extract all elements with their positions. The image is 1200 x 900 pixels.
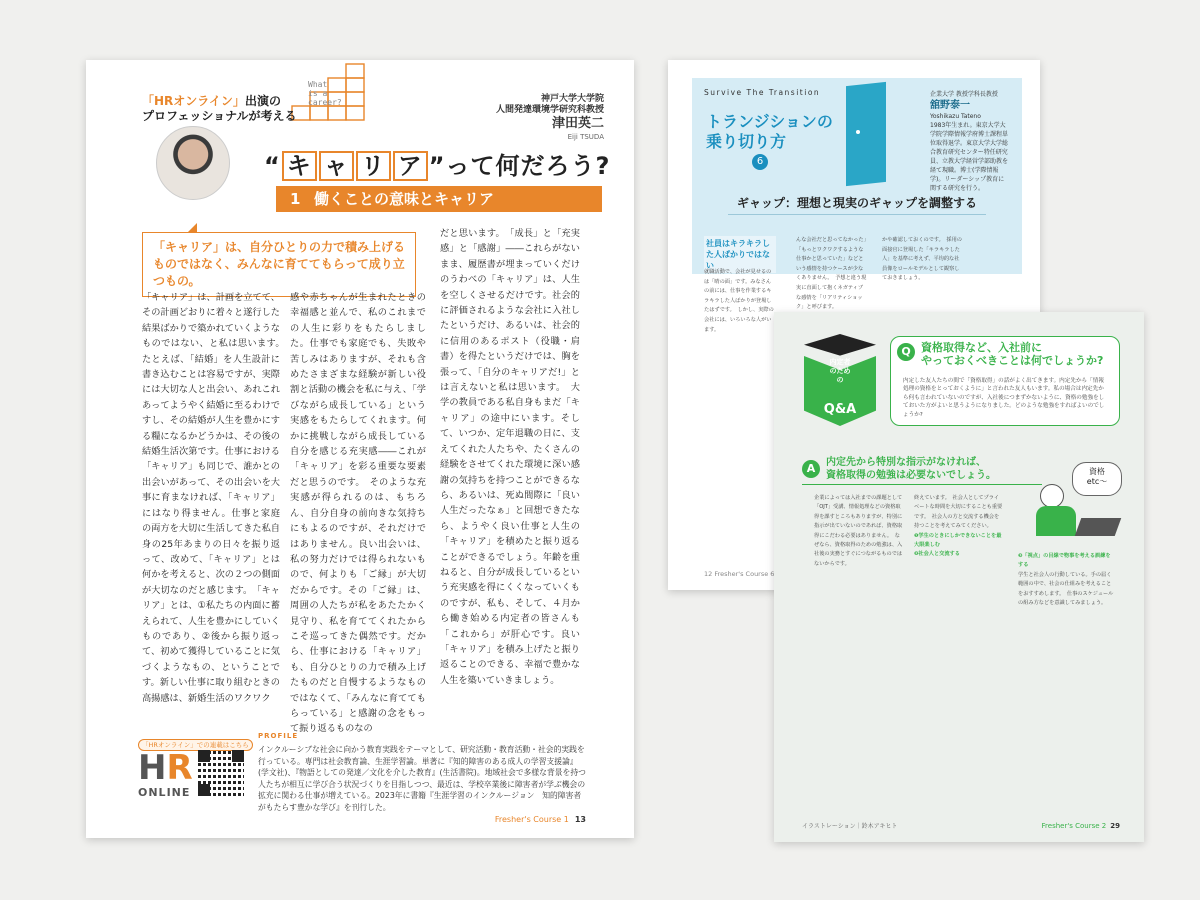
what-is-career-text: What is a career? [308, 80, 342, 107]
qa-cube-badge: 内定者のための Q&A [798, 334, 882, 434]
profile-label: PROFILE [258, 732, 299, 740]
page-footer: Fresher's Course 2 29 [1041, 822, 1120, 830]
hr-online-logo: HR [138, 748, 193, 788]
qr-code-markers [198, 750, 244, 796]
series-english-title: Survive The Transition [704, 88, 821, 97]
illustration-credit: イラストレーション｜鈴木アキヒト [802, 823, 898, 830]
series-title: トランジションの 乗り切り方 [706, 112, 833, 151]
answer-column-3: ❸「視点」の目線で物事を考える訓練をする 学生と社会人の行動している。手の届く範囲の中で、社会の仕組みを考えることをおすすめします。 仕事のスケジュールの組み方などを意識してみましょう。 [1018, 553, 1114, 607]
series-kicker: 「HRオンライン」出演の プロフェッショナルが考える [142, 94, 297, 123]
person-body-icon [1036, 506, 1076, 536]
hr-online-tag: 「HRオンライン」での連載はこちら [138, 739, 253, 751]
page-footer: Fresher's Course 1 13 [494, 815, 586, 824]
subtitle-rule [728, 214, 986, 215]
person-head-icon [1040, 484, 1064, 508]
body-column-2: んな会社だと思ってなかった」「もっとワクワクするような仕事かと思っていた」などという感情を持つケースが少なくありません。 予想と違う現実に直面して抱くネガティブな感情を「リアリティショック」と呼びます。 [796, 237, 867, 311]
answer-title: 内定先から特別な指示がなければ、 資格取得の勉強は必要ないでしょう。 [826, 457, 996, 481]
article-subtitle: ギャップ：理想と現実のギャップを調整する [736, 196, 977, 210]
author-affiliation: 神戸大学大学院 人間発達環境学研究科教授 津田英二 Eiji TSUDA [495, 94, 604, 141]
laptop-icon [1075, 518, 1122, 536]
page-footer: 12 Fresher's Course 6 [704, 570, 775, 578]
lead-quote: 「キャリア」は、自分ひとりの力で積み上げるものではなく、みんなに育ててもらって成り立つもの。 [142, 232, 416, 297]
student-laptop-illustration [1034, 462, 1126, 542]
series-number-badge: 6 [752, 154, 768, 170]
author-name: 津田英二 [551, 116, 604, 131]
section-heading: 1 働くことの意味とキャリア [276, 186, 602, 212]
author-info: 企業大学 教授学科長教授 舘野泰一 Yoshikazu Tateno 1983年生まれ。東京大学大学院学際情報学府博士課程単位取得退学。東京大学大学総合教育研究センター特任研究員、立教大学経営学部助教を経て現職。博士(学際情報学)。リーダーシップ教育に関する研究を行う。 [930, 91, 1009, 192]
q-icon: Q [897, 343, 915, 361]
body-column-1: 「キャリア」は、計画を立てて、その計画どおりに着々と遂行した結果ばかりで築かれていくようなものではない、と私は思います。 たとえば、「結婚」を人生設計に書き込むことは容易ですが、実際には大切な人と出会い、あれこれあってようやく結婚に至るわけですし、その結婚が人生を豊かにする糧になるかどうかは、その後の結婚生活次第です。仕事における「キャリア」も同じで、誰かとの出会いがあって、その出会いを大事に育まなければ、「キャリア」にはなり得ません。仕事と家庭の両方を大切に生活してきた私自身の25年あまりの日々を振り返って、改めて、「キャリア」とは何かを考えると、次の２つの側面が大切なのだと感じます。 「キャリア」とは、①私たちの内面に蓄えられて、人生を豊かにしていくものであり、②後から振り返って、初めて獲得していることに気づくようなもの、ということです。新しい仕事に取り組むときの高揚感は、新婚生活のワクワク [142, 292, 290, 704]
question-body: 内定した友人たちの間で「資格取得」の話がよく出てきます。内定先から「情報処理の資格をとっておくように」と言われた友人もいます。私の場合は内定先から何も言われていないのですが、入社後につまずかないように、資格の勉強をしておいた方がよいと思うようになりました。どのような勉強をすればよいのでしょうか? [903, 378, 1105, 418]
career-article-page [86, 60, 634, 838]
section-kicker: 社員はキラキラした人ばかりではない [704, 236, 776, 273]
answer-rule [802, 484, 1042, 485]
question-title: 資格取得など、入社前に やっておくべきことは何でしょうか? [921, 341, 1104, 367]
question-bubble [890, 336, 1120, 426]
thought-bubble: 資格 etc～ [1072, 462, 1122, 496]
qa-article-page [774, 312, 1144, 842]
author-portrait [156, 126, 230, 200]
body-column-1: 就職活動で、会社が見せるのは「晴の面」です。みなさんの前には、仕事を作業するキラキラした人ばかりが登場したはずです。 しかし、実際の会社には、いろいろな人がいます。 [704, 269, 774, 333]
body-column-3: かや確認しておくのです。 採用の面接官に登場した「キラキラした人」を基準に考えず、平均的な社員像をロールモデルとして観察しておきましょう。 [882, 237, 962, 282]
author-profile: インクルーシブな社会に向かう教育実践をテーマとして、研究活動・教育活動・社会的実践を行っている。専門は社会教育論、生涯学習論。単著に『知的障害のある成人の学習支援論』(学文社)、『物語としての発達／文化を介した教育』(生活書院)。地域社会で多様な背景を持つ人たちが相互に学び合う状況づくりを目指しつつ、最近は、学校卒業後に障害者が学ぶ機会の拡充に関わる仕事が増えている。2023年に書籍『生涯学習のインクルージョン 知的障害者がもたらす豊かな学び』を刊行した。 [258, 745, 586, 812]
a-icon: A [802, 460, 820, 478]
answer-column-1: 企業によっては入社までの課題として「OJT」受講、情報処理などの資格取得を課すところもありますが、特別に指示が出ていないのであれば、資格取得にこだわる必要はありません。 なぜなら、資格取得のための勉強は、入社後の実務とすぐにつながるものではないからです。 [814, 495, 903, 567]
article-title: “ キ ャ リ ア ”って何だろう? [264, 152, 611, 180]
door-icon [846, 82, 886, 186]
body-column-2: 感や赤ちゃんが生まれたときの幸福感と並んで、私のこれまでの人生に彩りをもたらしました。仕事でも家庭でも、失敗や苦しみはありますが、それも含めたさまざまな経験が新しい役割と活動の機会を私に与え、「学びながら成長している」という実感をもたらしてくれます。何かに挑戦しながら成長している自分を感じる充実感――これが「キャリア」を彩る重要な要素だと思うのです。 そのような充実感が得られるのは、もちろん、自分自身の前向きな気持ちにもよるのですが、それだけではありません。良い出会いは、私の努力だけでは得られないもので、何よりも「ご縁」が大切だからです。その「ご縁」は、周囲の人たちが私をあたたかく見守り、私を育ててくれたからこそ巡ってきた偶然です。だから、仕事における「キャリア」も、自分ひとりの力で積み上げたものだと自慢するようなものではなくて、「みんなに育ててもらっている」と感謝の念をもって振り返るものなの [290, 292, 426, 735]
answer-column-2: 終えています。 社会人としてプライベートな時間を大切にすることも重要です。 社会人の方と交流する機会を持つことを考えてみてください。 ❶学生のときにしかできないことを最大限楽しむ ❷社会人と交流する [914, 495, 1003, 558]
door-knob-icon [856, 130, 860, 134]
hr-online-box: 「HRオンライン」での連載はこちら HR ONLINE [138, 732, 250, 814]
body-column-3: だと思います。 「成長」と「充実感」と「感謝」――これらがないまま、履歴書が埋まっていくだけのうわべの「キャリア」は、人生を空しくさせるだけです。社会的に評価されるような会社に入社したというだけ、あるいは、社会的に信用のあるポスト（役職・肩書）を得たというだけでは、胸を張って、「自分のキャリアだ!」とは言えないと私は思います。 大学の教員である私自身もまだ「キャリア」の途中にいます。そして、いつか、定年退職の日に、支えてくれた人たちや、たくさんの経験をさせてくれた環境に深い感謝の気持ちを持つことができるなら、あるいは、死ぬ間際に「良い人生だったなぁ」と回想できたなら、ようやく良い仕事と人生の「キャリア」を積めたと振り返ることができるでしょう。年齢を重ねると、自分が成長しているという充実感を得にくくなっていくものですが、私も、そして、４月から働き始める内定者の皆さんも「これから」が肝心です。良い「キャリア」を積み上げたと振り返ることのできる、幸福で豊かな人生を築いていきましょう。 [440, 228, 580, 686]
